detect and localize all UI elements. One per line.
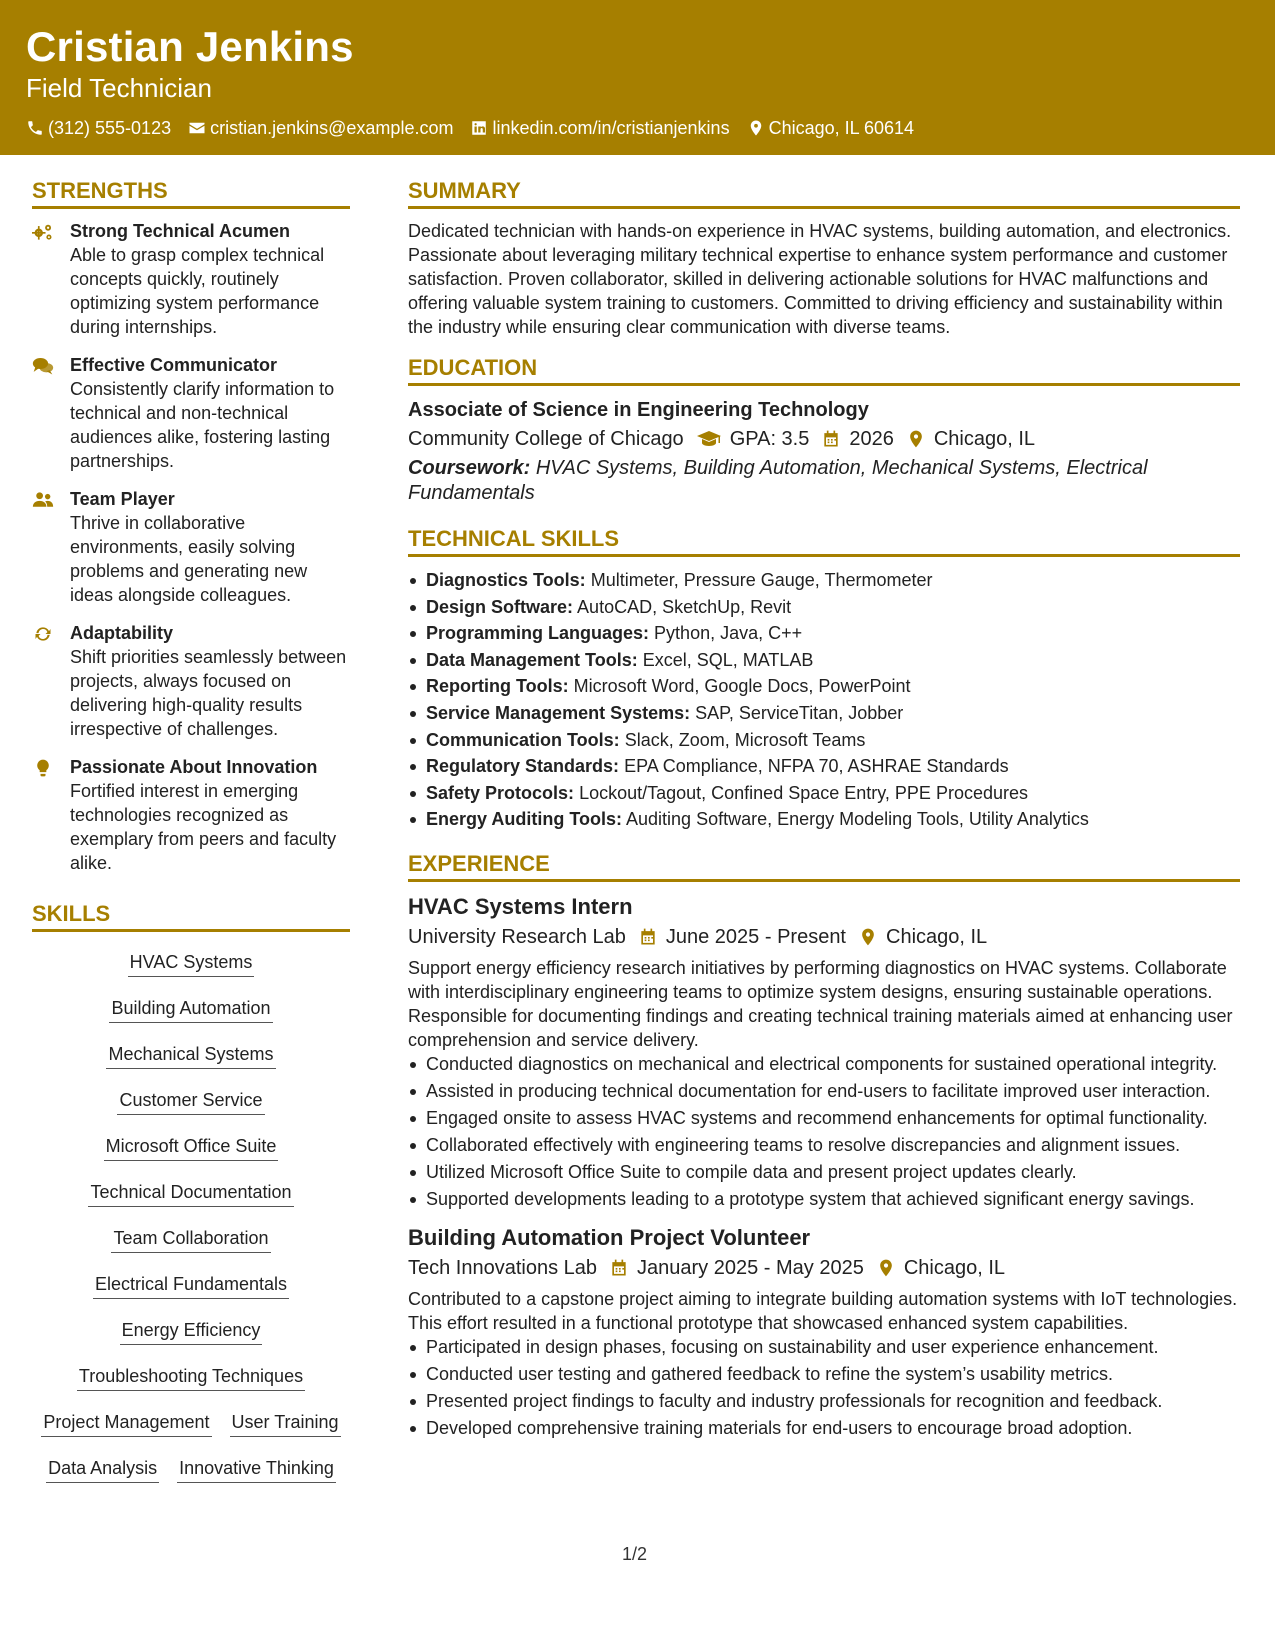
tskill-label: Service Management Systems: xyxy=(426,702,691,723)
strength-desc: Thrive in collaborative environments, easily solving problems and generating new ideas alongside colleagues. xyxy=(70,513,308,605)
contact-location xyxy=(747,116,914,140)
graduation-cap-icon xyxy=(696,429,722,449)
list-item: Assisted in producing technical documentation for end-users to facilitate improved user interaction. xyxy=(408,1079,1240,1103)
tskill-label: Design Software: xyxy=(426,596,574,617)
skill-tag: Innovative Thinking xyxy=(177,1456,336,1483)
summary-text: Dedicated technician with hands-on experience in HVAC systems, building automation, and electronics. Passionate about leveraging military technical expertise to enhance system performance and customer satisfaction. Proven collaborator, skilled in delivering actionable solutions for HVAC malfunctions and offering valuable system training to customers. Committed to driving efficiency and sustainability within the industry while ensuring clear communication with diverse teams. xyxy=(408,221,1232,337)
tskill-value: Excel, SQL, MATLAB xyxy=(642,649,814,670)
job-title: Building Automation Project Volunteer xyxy=(408,1224,811,1250)
skill-tag: Data Analysis xyxy=(46,1456,159,1483)
list-item: Utilized Microsoft Office Suite to compile data and present project updates clearly. xyxy=(408,1160,1240,1184)
location-icon xyxy=(747,119,765,137)
tskill-value: AutoCAD, SketchUp, Revit xyxy=(577,596,792,617)
tskill-label: Reporting Tools: xyxy=(426,676,569,697)
strength-item xyxy=(32,755,350,875)
gears-icon xyxy=(32,222,54,242)
strength-title: Passionate About Innovation xyxy=(70,757,318,777)
strength-item xyxy=(32,353,350,473)
tskill-value: SAP, ServiceTitan, Jobber xyxy=(695,702,904,723)
tskill-label: Energy Auditing Tools: xyxy=(426,809,622,830)
skill-tag: Energy Efficiency xyxy=(120,1318,263,1345)
contact-row xyxy=(26,116,1249,140)
strength-title: Team Player xyxy=(70,489,175,509)
job-entry xyxy=(408,1223,1240,1440)
tskill-value: EPA Compliance, NFPA 70, ASHRAE Standards xyxy=(624,756,1009,777)
tskill-value: Python, Java, C++ xyxy=(654,623,803,644)
lightbulb-icon xyxy=(32,758,54,778)
skill-tag: Troubleshooting Techniques xyxy=(77,1364,305,1391)
linkedin-icon xyxy=(470,119,488,137)
right-column xyxy=(408,176,1240,1452)
skill-tag: HVAC Systems xyxy=(128,950,255,977)
candidate-title: Field Technician xyxy=(26,73,212,103)
skill-tag: Building Automation xyxy=(109,996,272,1023)
list-item xyxy=(408,780,1240,807)
list-item xyxy=(408,727,1240,754)
list-item: Participated in design phases, focusing on sustainability and user experience enhancement. xyxy=(408,1335,1240,1359)
experience-heading: EXPERIENCE xyxy=(408,849,1240,882)
tskill-label: Communication Tools: xyxy=(426,729,620,750)
education-meta xyxy=(408,424,1240,454)
education-heading: EDUCATION xyxy=(408,353,1240,386)
contact-linkedin[interactable] xyxy=(470,116,729,140)
list-item xyxy=(408,806,1240,833)
skills-heading: SKILLS xyxy=(32,899,350,932)
contact-email[interactable] xyxy=(188,116,453,140)
page-number: 1/2 xyxy=(622,1544,648,1564)
tskill-value: Lockout/Tagout, Confined Space Entry, PPE Procedures xyxy=(579,782,1028,803)
job-meta xyxy=(408,922,1240,952)
strength-desc: Consistently clarify information to technical and non-technical audiences alike, fostering lasting partnerships. xyxy=(70,379,335,471)
list-item: Collaborated effectively with engineering teams to resolve discrepancies and alignment issues. xyxy=(408,1133,1240,1157)
coursework-label: Coursework: xyxy=(408,457,531,479)
tskill-value: Auditing Software, Energy Modeling Tools, Utility Analytics xyxy=(626,809,1089,830)
strength-title: Effective Communicator xyxy=(70,355,278,375)
calendar-icon xyxy=(609,1258,629,1278)
tskill-label: Diagnostics Tools: xyxy=(426,570,586,590)
job-dates: June 2025 - Present xyxy=(665,925,846,948)
job-description: Contributed to a capstone project aiming to integrate building automation systems with IoT technologies. This effort resulted in a functional prototype that showcased enhanced system capabilities. xyxy=(408,1288,1238,1333)
header xyxy=(0,0,1275,155)
job-bullets xyxy=(408,1052,1240,1211)
skill-tag: Team Collaboration xyxy=(111,1226,270,1253)
list-item: Developed comprehensive training materials for end-users to encourage broad adoption. xyxy=(408,1416,1240,1440)
skill-tag: Electrical Fundamentals xyxy=(93,1272,289,1299)
list-item xyxy=(408,673,1240,700)
list-item: Supported developments leading to a prototype system that achieved significant energy savings. xyxy=(408,1187,1240,1211)
job-location: Chicago, IL xyxy=(903,1256,1006,1279)
job-meta xyxy=(408,1253,1240,1283)
job-entry xyxy=(408,892,1240,1211)
education-gpa: GPA: 3.5 xyxy=(729,428,810,450)
strength-title: Adaptability xyxy=(70,623,174,643)
list-item: Conducted user testing and gathered feedback to refine the system’s usability metrics. xyxy=(408,1362,1240,1386)
location-icon xyxy=(906,429,926,449)
envelope-icon xyxy=(188,119,206,137)
education-degree: Associate of Science in Engineering Technology xyxy=(408,399,869,421)
contact-location-text: Chicago, IL 60614 xyxy=(768,118,915,138)
contact-phone[interactable] xyxy=(26,116,171,140)
strengths-heading: STRENGTHS xyxy=(32,176,350,209)
skill-tag: Mechanical Systems xyxy=(106,1042,275,1069)
technical-skills-heading: TECHNICAL SKILLS xyxy=(408,524,1240,557)
job-title: HVAC Systems Intern xyxy=(408,893,633,919)
list-item: Conducted diagnostics on mechanical and electrical components for sustained operational integrity. xyxy=(408,1052,1240,1076)
list-item: Engaged onsite to assess HVAC systems and recommend enhancements for optimal functionality. xyxy=(408,1106,1240,1130)
skill-tag: Microsoft Office Suite xyxy=(104,1134,279,1161)
contact-linkedin-text: linkedin.com/in/cristianjenkins xyxy=(492,118,730,138)
calendar-icon xyxy=(821,429,841,449)
job-location: Chicago, IL xyxy=(886,925,988,948)
tskill-label: Regulatory Standards: xyxy=(426,756,620,777)
list-item xyxy=(408,567,1240,594)
comments-icon xyxy=(32,356,54,376)
summary-heading: SUMMARY xyxy=(408,176,1240,209)
tskill-label: Programming Languages: xyxy=(426,623,650,644)
skills-list xyxy=(32,942,350,1502)
job-dates: January 2025 - May 2025 xyxy=(637,1256,864,1279)
skill-tag: Technical Documentation xyxy=(88,1180,293,1207)
strength-desc: Fortified interest in emerging technologies recognized as exemplary from peers and faculty alike. xyxy=(70,781,337,873)
tskill-value: Slack, Zoom, Microsoft Teams xyxy=(624,729,866,750)
skill-tag: User Training xyxy=(230,1410,341,1437)
tskill-value: Multimeter, Pressure Gauge, Thermometer xyxy=(590,570,933,590)
skill-tag: Customer Service xyxy=(117,1088,264,1115)
candidate-name: Cristian Jenkins xyxy=(26,23,354,70)
strength-item xyxy=(32,219,350,339)
location-icon xyxy=(858,927,878,947)
coursework-text: HVAC Systems, Building Automation, Mechanical Systems, Electrical Fundamentals xyxy=(408,457,1148,504)
tskill-label: Data Management Tools: xyxy=(426,649,638,670)
refresh-icon xyxy=(32,624,54,644)
education-year: 2026 xyxy=(849,428,894,450)
education-location: Chicago, IL xyxy=(933,428,1036,450)
strength-title: Strong Technical Acumen xyxy=(70,221,291,241)
job-org: University Research Lab xyxy=(408,925,626,948)
phone-icon xyxy=(26,119,44,137)
technical-skills-list xyxy=(408,567,1240,833)
job-org: Tech Innovations Lab xyxy=(408,1256,598,1279)
job-bullets xyxy=(408,1335,1240,1440)
list-item xyxy=(408,594,1240,621)
job-description: Support energy efficiency research initiatives by performing diagnostics on HVAC systems. Collaborate with interdisciplinary engineering teams to optimize system designs, ensuring sustainable operations. Responsible for documenting findings and creating technical training materials aimed at enhancing user comprehension and service delivery. xyxy=(408,957,1233,1050)
users-icon xyxy=(32,490,54,510)
strength-item xyxy=(32,487,350,607)
contact-email-text: cristian.jenkins@example.com xyxy=(210,118,454,138)
list-item: Presented project findings to faculty and industry professionals for recognition and feedback. xyxy=(408,1389,1240,1413)
education-coursework xyxy=(408,456,1240,506)
list-item xyxy=(408,647,1240,674)
tskill-label: Safety Protocols: xyxy=(426,782,575,803)
left-column xyxy=(32,176,350,1502)
strength-desc: Able to grasp complex technical concepts quickly, routinely optimizing system performance during internships. xyxy=(70,245,325,337)
tskill-value: Microsoft Word, Google Docs, PowerPoint xyxy=(573,676,911,697)
education-school: Community College of Chicago xyxy=(408,428,684,450)
list-item xyxy=(408,753,1240,780)
calendar-icon xyxy=(638,927,658,947)
strength-item xyxy=(32,621,350,741)
skill-tag: Project Management xyxy=(41,1410,211,1437)
strength-desc: Shift priorities seamlessly between projects, always focused on delivering high-quality results irrespective of challenges. xyxy=(70,647,347,739)
list-item xyxy=(408,700,1240,727)
location-icon xyxy=(876,1258,896,1278)
list-item xyxy=(408,620,1240,647)
contact-phone-text: (312) 555-0123 xyxy=(48,118,172,138)
